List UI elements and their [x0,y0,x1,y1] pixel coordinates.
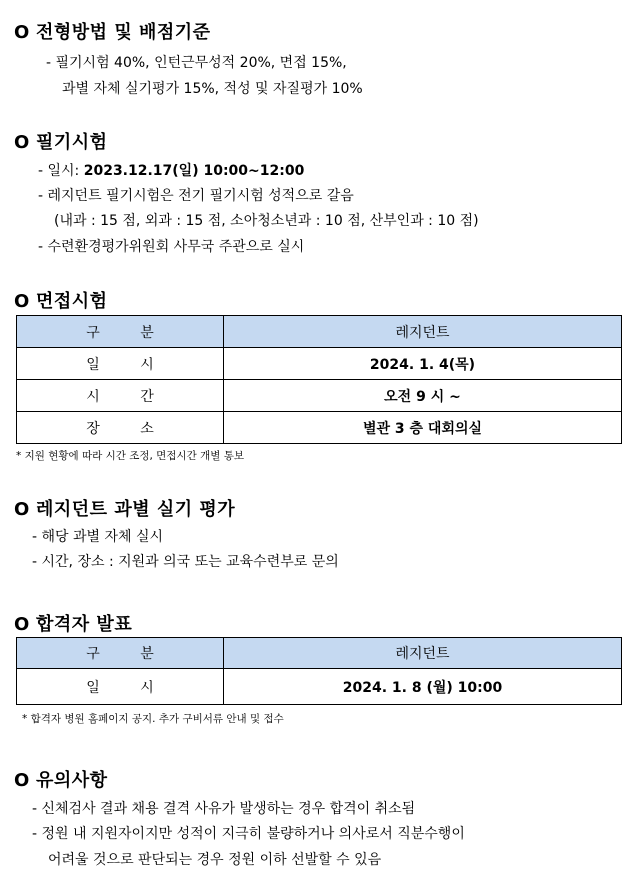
section-title-written-exam: O 필기시험 [14,132,108,153]
table-header-row [17,638,622,669]
table-row [17,412,622,444]
text-line: - 수련환경평가위원회 사무국 주관으로 실시 [38,239,305,255]
text-line: - 필기시험 40%, 인턴근무성적 20%, 면접 15%, [46,55,347,71]
table-header-cell: 구 분 [17,316,224,348]
text-line: - 레지던트 필기시험은 전기 필기시험 성적으로 갈음 [38,188,354,204]
table-note: * 합격자 병원 홈페이지 공지. 추가 구비서류 안내 및 접수 [22,713,284,725]
results-table [16,637,622,705]
table-cell: 2024. 1. 8 (월) 10:00 [224,669,622,705]
table-cell: 별관 3 층 대회의실 [224,412,622,444]
section-title-notes: O 유의사항 [14,770,108,791]
text-line: 과별 자체 실기평가 15%, 적성 및 자질평가 10% [62,81,363,97]
interview-table [16,315,622,444]
table-cell: 일 시 [17,348,224,380]
exam-date-line: - 일시: 2023.12.17(일) 10:00~12:00 [38,163,305,179]
section-title-practical-eval: O 레지던트 과별 실기 평가 [14,499,236,520]
table-cell: 시 간 [17,380,224,412]
section-title-interview: O 면접시험 [14,291,108,312]
table-header-cell: 구 분 [17,638,224,669]
section-title-results: O 합격자 발표 [14,614,133,635]
table-header-row [17,316,622,348]
text-line: - 시간, 장소 : 지원과 의국 또는 교육수련부로 문의 [32,554,339,570]
table-note: * 지원 현황에 따라 시간 조정, 면접시간 개별 통보 [16,450,245,462]
table-row [17,380,622,412]
text-line: - 해당 과별 자체 실시 [32,529,164,545]
text-line: (내과 : 15 점, 외과 : 15 점, 소아청소년과 : 10 점, 산부인과 : 10 점) [54,213,479,229]
table-row [17,669,622,705]
text-line: - 정원 내 지원자이지만 성적이 지극히 불량하거나 의사로서 직분수행이 [32,826,465,842]
table-cell: 장 소 [17,412,224,444]
section-marker: O [14,499,30,520]
table-cell: 2024. 1. 4(목) [224,348,622,380]
table-cell: 일 시 [17,669,224,705]
section-marker: O [14,614,30,635]
table-row [17,348,622,380]
text-line: - 신체검사 결과 채용 결격 사유가 발생하는 경우 합격이 취소됨 [32,801,416,817]
section-marker: O [14,770,30,791]
text-line: 어려울 것으로 판단되는 경우 정원 이하 선발할 수 있음 [48,852,382,868]
section-marker: O [14,22,30,43]
section-title-selection-method: O 전형방법 및 배점기준 [14,22,211,43]
table-cell: 오전 9 시 ~ [224,380,622,412]
section-marker: O [14,291,30,312]
table-header-cell: 레지던트 [224,316,622,348]
section-marker: O [14,132,30,153]
table-header-cell: 레지던트 [224,638,622,669]
